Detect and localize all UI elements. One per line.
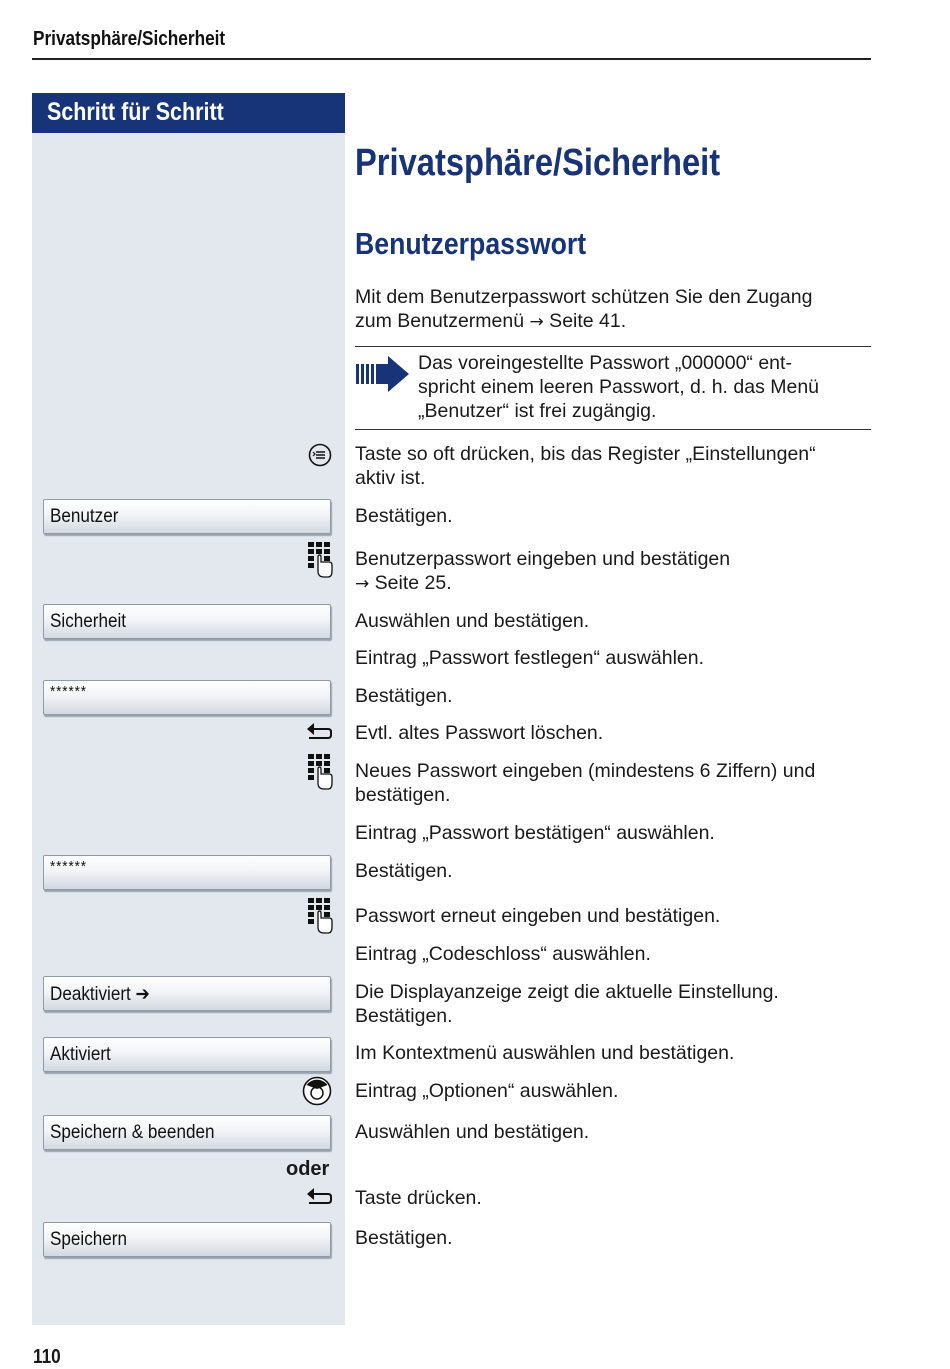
step-4: Auswählen und bestätigen.: [355, 610, 590, 632]
page-title: Privatsphäre/Sicherheit: [355, 142, 721, 184]
step-1: Taste so oft drücken, bis das Register „Einstellungen“ aktiv ist.: [355, 443, 816, 489]
step-3: Benutzerpasswort eingeben und bestätigen → Seite 25.: [355, 548, 731, 594]
sidebar-title-bar: [32, 93, 345, 133]
note-arrow-icon: [356, 356, 410, 392]
step-8: Neues Passwort eingeben (mindestens 6 Ziffern) und bestätigen.: [355, 760, 816, 806]
step-2: Bestätigen.: [355, 505, 453, 527]
softkey-aktiviert[interactable]: Aktiviert: [43, 1037, 331, 1072]
step-15: Eintrag „Optionen“ auswählen.: [355, 1080, 619, 1102]
step-7: Evtl. altes Passwort löschen.: [355, 722, 604, 744]
step-6: Bestätigen.: [355, 685, 453, 707]
softkey-speichern[interactable]: Speichern: [43, 1222, 331, 1257]
section-title: Benutzerpasswort: [355, 226, 587, 261]
softkey-password-confirm[interactable]: ******: [43, 855, 331, 890]
note-rule-bottom: [355, 429, 871, 430]
softkey-sicherheit[interactable]: Sicherheit: [43, 604, 331, 639]
running-header: Privatsphäre/Sicherheit: [33, 28, 226, 50]
step-14: Im Kontextmenü auswählen und bestätigen.: [355, 1042, 735, 1064]
step-16: Auswählen und bestätigen.: [355, 1121, 590, 1143]
intro-line-1: Mit dem Benutzerpasswort schützen Sie den Zugang: [355, 286, 813, 308]
step-13: Die Displayanzeige zeigt die aktuelle Einstellung. Bestätigen.: [355, 981, 779, 1027]
navigation-down-icon: [302, 1076, 332, 1106]
step-5: Eintrag „Passwort festlegen“ auswählen.: [355, 647, 705, 669]
step-12: Eintrag „Codeschloss“ auswählen.: [355, 943, 651, 965]
back-key-icon: [306, 1186, 334, 1208]
step-17: Taste drücken.: [355, 1187, 482, 1209]
note-text: Das voreingestellte Passwort „000000“ ent- spricht einem leeren Passwort, d. h. das Menü „Benutzer“ ist frei zugängig.: [418, 352, 820, 422]
note-rule-top: [355, 346, 871, 347]
step-18: Bestätigen.: [355, 1227, 453, 1249]
back-key-icon: [306, 721, 334, 743]
step-9: Eintrag „Passwort bestätigen“ auswählen.: [355, 822, 715, 844]
keypad-icon: [306, 897, 334, 935]
softkey-speichern-beenden[interactable]: Speichern & beenden: [43, 1115, 331, 1150]
page-number: 110: [33, 1346, 61, 1368]
softkey-deaktiviert[interactable]: Deaktiviert ➔: [43, 976, 331, 1011]
intro-line-2: zum Benutzermenü → Seite 41.: [355, 310, 627, 332]
keypad-icon: [306, 753, 334, 791]
softkey-benutzer[interactable]: Benutzer: [43, 499, 331, 534]
intro-paragraph: [355, 285, 875, 334]
menu-key-icon: [308, 443, 332, 467]
keypad-icon: [306, 541, 334, 579]
softkey-password-entry[interactable]: ******: [43, 680, 331, 715]
step-11: Passwort erneut eingeben und bestätigen.: [355, 905, 721, 927]
alternative-label: oder: [286, 1158, 330, 1180]
sidebar-title: Schritt für Schritt: [47, 98, 224, 126]
link-arrow: →: [529, 312, 544, 332]
link-arrow: →: [355, 574, 370, 594]
step-10: Bestätigen.: [355, 860, 453, 882]
header-rule: [32, 58, 871, 60]
